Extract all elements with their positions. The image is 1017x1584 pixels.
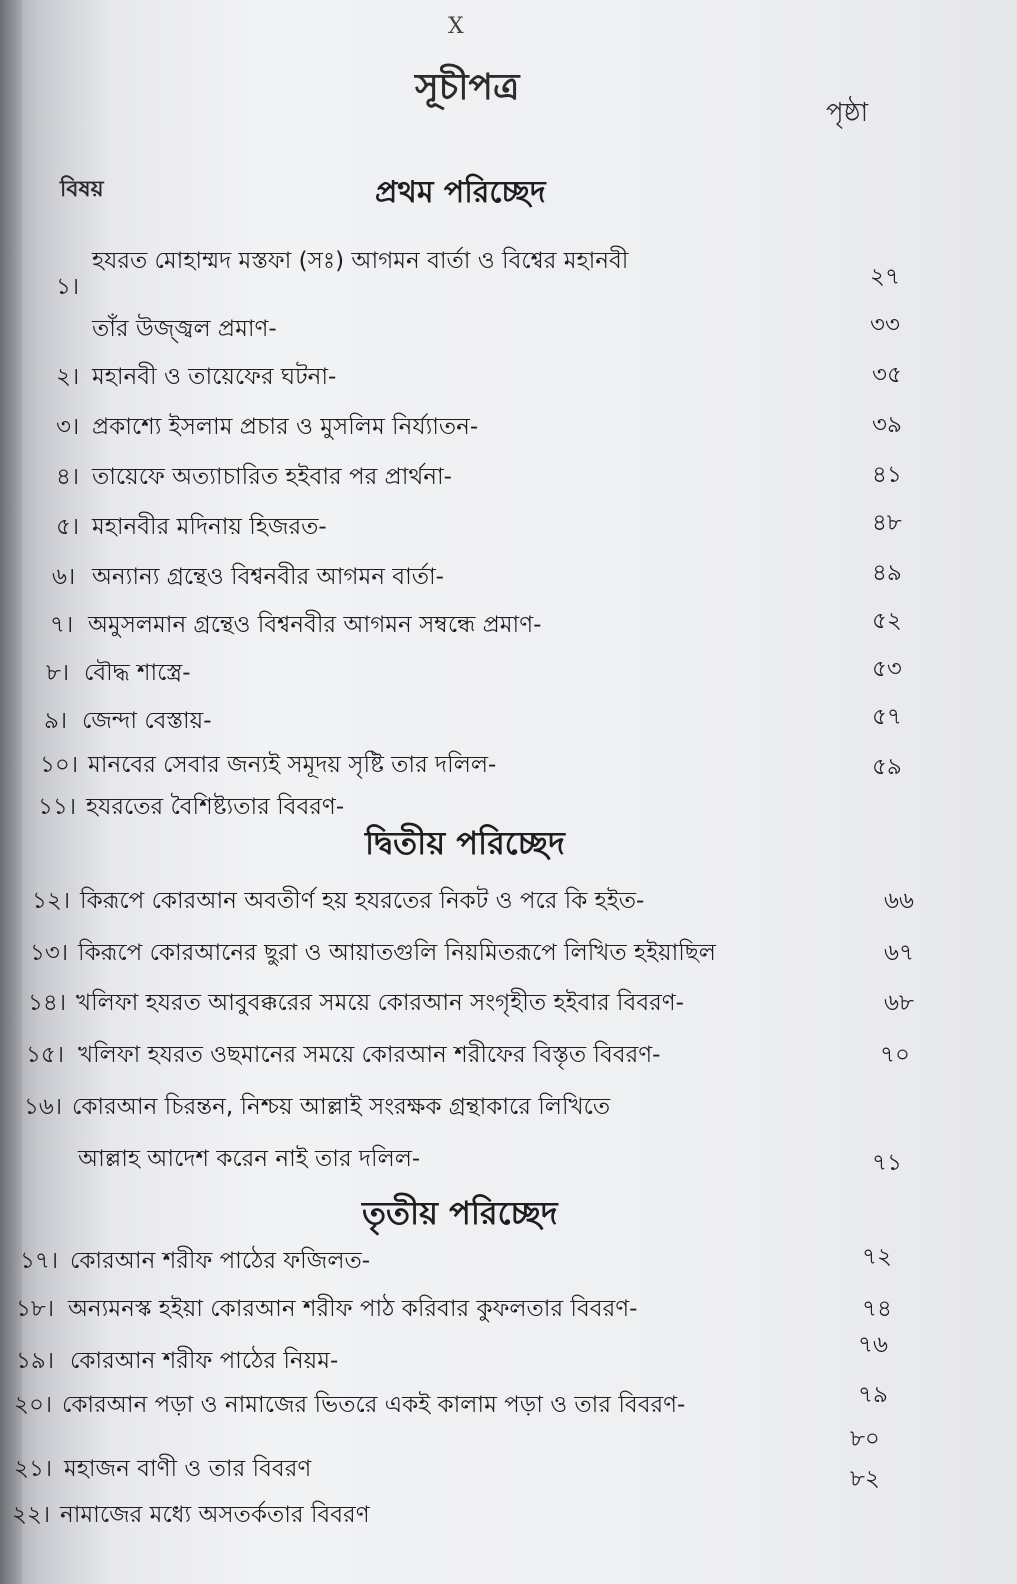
entry-text: তাঁর উজ্জ্বল প্রমাণ- — [92, 316, 277, 342]
entry-text: প্রকাশ্যে ইসলাম প্রচার ও মুসলিম নির্য্যাতন- — [92, 414, 479, 440]
entry-page: ৭৯ — [858, 1382, 888, 1408]
entry-text: নামাজের মধ্যে অসতর্কতার বিবরণ — [60, 1502, 370, 1528]
entry-text: তায়েফে অত্যাচারিত হইবার পর প্রার্থনা- — [92, 464, 452, 490]
entry-number: ৩। — [56, 414, 80, 440]
entry-text: হযরত মোহাম্মদ মস্তফা (সঃ) আগমন বার্তা ও বিশ্বের মহানবী — [92, 248, 629, 274]
entry-text: মহানবীর মদিনায় হিজরত- — [92, 514, 327, 540]
entry-number: ১০। — [40, 752, 79, 778]
entry-page: ৬৭ — [884, 940, 914, 966]
chapter-heading-1: প্রথম পরিচ্ছেদ — [375, 175, 546, 210]
entry-page: ৩৩ — [870, 312, 900, 338]
entry-number: ১৪। — [28, 990, 67, 1016]
entry-text: খলিফা হযরত আবুবক্করের সময়ে কোরআন সংগৃহীত হইবার বিবরণ- — [76, 990, 684, 1016]
entry-text: অন্যান্য গ্রন্থেও বিশ্বনবীর আগমন বার্তা- — [92, 564, 444, 590]
entry-text: কোরআন শরীফ পাঠের ফজিলত- — [70, 1248, 371, 1274]
entry-number: ১৫। — [26, 1042, 65, 1068]
toc-entry — [0, 452, 1017, 492]
entry-number: ৬। — [52, 564, 76, 590]
entry-page: ৭০ — [880, 1042, 910, 1068]
entry-page: ২৭ — [870, 264, 900, 290]
entry-text: কোরআন শরীফ পাঠের নিয়ম- — [70, 1348, 339, 1374]
toc-entry — [0, 552, 1017, 592]
entry-number: ৭। — [50, 612, 74, 638]
entry-page: ৭৪ — [862, 1296, 892, 1322]
toc-entry — [0, 1332, 1017, 1376]
toc-entry — [0, 1082, 1017, 1122]
entry-text: অন্যমনস্ক হইয়া কোরআন শরীফ পাঠ করিবার কুফলতার বিবরণ- — [68, 1296, 638, 1322]
entry-number: ৪। — [56, 464, 80, 490]
entry-number: ৮। — [46, 660, 70, 686]
entry-number: ১। — [56, 274, 80, 300]
entry-number: ১২। — [32, 888, 71, 914]
entry-number: ২। — [56, 364, 80, 390]
entry-page: ৩৯ — [872, 412, 902, 438]
entry-number: ৯। — [44, 708, 68, 734]
toc-entry — [0, 782, 1017, 822]
entry-page: ৭৬ — [858, 1332, 888, 1358]
entry-text: হযরতের বৈশিষ্ট্যতার বিবরণ- — [86, 794, 345, 820]
entry-text: কিরূপে কোরআনের ছুরা ও আয়াতগুলি নিয়মিতরূপে লিখিত হইয়াছিল — [78, 940, 716, 966]
toc-entry — [0, 1030, 1017, 1070]
entry-text: কিরূপে কোরআন অবতীর্ণ হয় হযরতের নিকট ও পরে কি হইত- — [80, 888, 645, 914]
toc-entry — [0, 600, 1017, 640]
toc-entry — [0, 1380, 1017, 1420]
entry-number: ১৬। — [24, 1094, 63, 1120]
entry-page: ৪৯ — [872, 560, 902, 586]
entry-number: ২০। — [14, 1392, 53, 1418]
entry-number: ৫। — [56, 514, 80, 540]
entry-number: ১৩। — [30, 940, 69, 966]
entry-page: ৪১ — [872, 462, 902, 488]
entry-page: ৪৮ — [872, 510, 902, 536]
entry-page: ৫৯ — [872, 754, 902, 780]
toc-entry — [0, 1284, 1017, 1324]
entry-text: খলিফা হযরত ওছমানের সময়ে কোরআন শরীফের বিস্তৃত বিবরণ- — [78, 1042, 661, 1068]
toc-entry — [0, 1236, 1017, 1276]
toc-entry — [0, 248, 1017, 302]
entry-number: ২২। — [12, 1502, 51, 1528]
toc-entry — [0, 502, 1017, 542]
entry-number: ১৮। — [16, 1296, 55, 1322]
entry-text: কোরআন চিরন্তন, নিশ্চয় আল্লাই সংরক্ষক গ্রন্থাকারে লিখিতে — [72, 1094, 611, 1120]
toc-entry — [0, 740, 1017, 780]
entry-number: ১১। — [38, 794, 77, 820]
page-folio: X — [448, 14, 464, 39]
entry-page: ৫২ — [872, 608, 902, 634]
entry-number: ১৯। — [16, 1348, 55, 1374]
toc-entry — [0, 696, 1017, 736]
entry-text: মহানবী ও তায়েফের ঘটনা- — [92, 364, 337, 390]
toc-entry — [0, 304, 1017, 344]
entry-number: ২১। — [14, 1456, 53, 1482]
toc-entry — [0, 402, 1017, 442]
entry-page: ৭১ — [872, 1150, 902, 1176]
entry-page: ৬৮ — [884, 990, 914, 1016]
toc-entry — [0, 876, 1017, 916]
entry-text: বৌদ্ধ শাস্ত্রে- — [84, 660, 191, 686]
entry-page: ৫৩ — [872, 656, 902, 682]
chapter-heading-3: তৃতীয় পরিচ্ছেদ — [362, 1194, 558, 1232]
entry-page: ৮০ — [850, 1426, 880, 1452]
toc-entry — [0, 352, 1017, 392]
entry-page: ৮২ — [850, 1466, 880, 1492]
entry-text: কোরআন পড়া ও নামাজের ভিতরে একই কালাম পড়া ও তার বিবরণ- — [62, 1392, 686, 1418]
subject-column-label: বিষয় — [60, 177, 104, 202]
toc-entry — [0, 648, 1017, 688]
entry-text: মহাজন বাণী ও তার বিবরণ — [64, 1456, 312, 1482]
entry-page: ৭২ — [862, 1244, 892, 1270]
entry-page: ৫৭ — [872, 704, 902, 730]
entry-page: ৩৫ — [872, 362, 902, 388]
page-title: সূচীপত্র — [415, 67, 520, 108]
entry-text: জেন্দা বেস্তায়- — [82, 708, 212, 734]
toc-entry — [0, 978, 1017, 1018]
entry-text: অমুসলমান গ্রন্থেও বিশ্বনবীর আগমন সম্বন্ধে প্রমাণ- — [88, 612, 542, 638]
chapter-heading-2: দ্বিতীয় পরিচ্ছেদ — [365, 824, 565, 862]
page-column-label: পৃষ্ঠা — [826, 98, 869, 128]
entry-page: ৬৬ — [884, 888, 914, 914]
entry-number: ১৭। — [20, 1248, 59, 1274]
entry-text: আল্লাহ আদেশ করেন নাই তার দলিল- — [78, 1146, 421, 1172]
toc-entry — [0, 1134, 1017, 1174]
entry-text: মানবের সেবার জন্যই সমূদয় সৃষ্টি তার দলিল- — [88, 752, 497, 778]
toc-entry — [0, 928, 1017, 968]
